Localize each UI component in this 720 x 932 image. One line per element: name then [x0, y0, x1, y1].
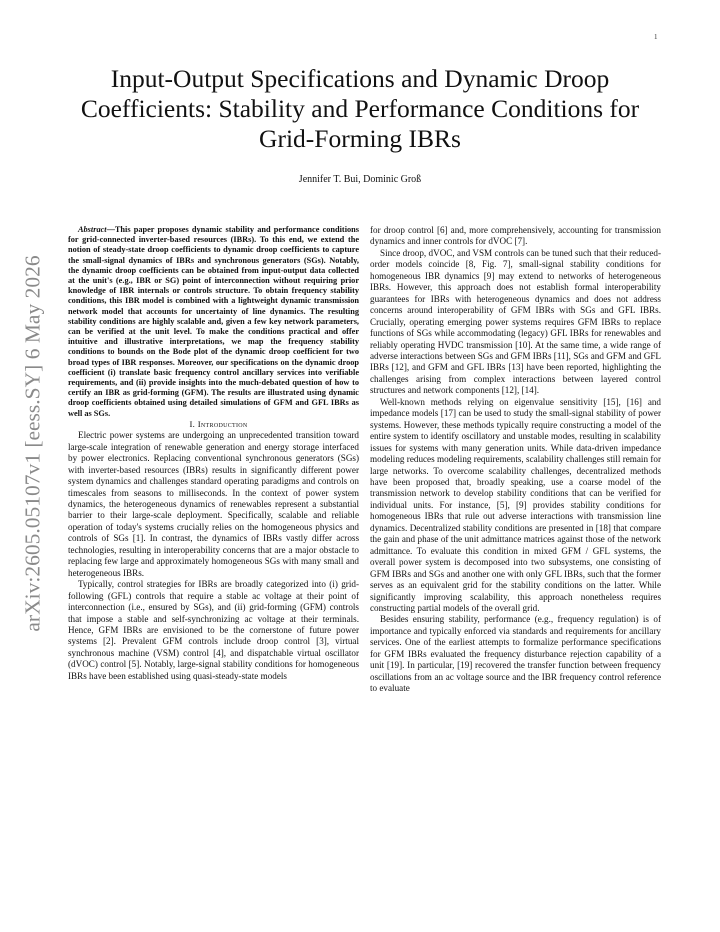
abstract-label: Abstract	[78, 225, 107, 234]
left-column	[68, 225, 359, 682]
paragraph: for droop control [6] and, more comprehensively, accounting for transmission dynamics and inner controls for dVOC [7].	[370, 225, 661, 247]
section-title: Introduction	[197, 418, 248, 429]
paragraph: Besides ensuring stability, performance (e.g., frequency regulation) is of importance and typically enforced via standards and requirements for ancillary services. One of the earliest attempts to formalize performance specifications for GFM IBRs evaluated the frequency disturbance rejection capability of a unit [19]. In particular, [19] recovered the transfer function between frequency oscillations from an ac voltage source and the IBR frequency control reference to evaluate	[370, 614, 661, 694]
abstract	[68, 225, 359, 419]
paragraph: Typically, control strategies for IBRs are broadly categorized into (i) grid-following (GFL) controls that require a stable ac voltage at their point of interconnection (i.e., ensured by SGs), and (ii) grid-forming (GFM) controls that impose a stable and self-synchronizing ac voltage at their terminals. Hence, GFM IBRs are envisioned to be the cornerstone of future power systems [2]. Prevalent GFM controls include droop control [3], virtual synchronous machine (VSM) control [4], and dispatchable virtual oscillator (dVOC) control [5]. Notably, large-signal stability conditions for homogeneous IBRs have been established using quasi-steady-state models	[68, 579, 359, 681]
arxiv-watermark	[12, 228, 54, 658]
section-number: I.	[189, 418, 196, 429]
arxiv-id: arXiv:2605.05107v1 [eess.SY] 6 May 2026	[20, 254, 45, 632]
paragraph: Well-known methods relying on eigenvalue sensitivity [15], [16] and impedance models [17] can be used to study the small-signal stability of power systems. However, these methods typically require constructing a model of the entire system to identify oscillatory and unstable modes, resulting in scalability issues for systems with many generation units. While data-driven impedance modeling reduces modeling requirements, scalability challenges still remain for large networks. To overcome scalability challenges, decentralized methods have been proposed that, broadly speaking, use a coarse model of the transmission network to develop stability conditions that can be verified for individual units. For instance, [5], [9] provides stability conditions for homogeneous IBRs that rule out adverse interactions with transmission line dynamics. Decentralized stability conditions are presented in [18] that compare the gain and phase of the unit admittance matrices against those of the network admittance. To evaluate this condition in mixed GFM / GFL systems, the overall power system is decomposed into two subsystems, one consisting of GFM IBRs and SGs and another one with only GFL IBRs, such that the former serves as an equivalent grid for the stability conditions on the latter. While significantly improving scalability, this approach nonetheless requires constructing partial models of the overall grid.	[370, 396, 661, 613]
paragraph: Since droop, dVOC, and VSM controls can be tuned such that their reduced-order models coincide [8, Fig. 7], small-signal stability conditions for homogeneous IBR dynamics [9] may extend to networks of heterogeneous IBRs. However, this approach does not establish formal interoperability guarantees for IBRs with heterogeneous dynamics and does not address concerns around interoperability of GFM IBRs with SGs and GFL IBRs. Crucially, operating emerging power systems requires GFM IBRs to replace functions of SGs while accommodating (legacy) GFL IBRs for renewables and reliably operating HVDC transmission [10]. At the same time, a wide range of adverse interactions between SGs and GFM IBRs [11], SGs and GFM and GFL IBRs [12], and GFM and GFL IBRs [13] have been reported, highlighting the challenges arising from complex interactions between layered control structures and network components [12], [14].	[370, 247, 661, 396]
paper-authors: Jennifer T. Bui, Dominic Groß	[298, 174, 422, 185]
section-heading	[68, 419, 359, 430]
right-column	[370, 225, 661, 695]
paper-title: Input-Output Specifications and Dynamic Droop Coefficients: Stability and Performance Conditions for Grid-Forming IBRs	[80, 64, 640, 153]
page-number: 1	[654, 33, 658, 41]
paragraph: Electric power systems are undergoing an unprecedented transition toward large-scale integration of renewable generation and energy storage interfaced by power electronics. Replacing conventional synchronous generators (SGs) with inverter-based resources (IBRs) results in significantly different power system dynamics and challenges standard operating paradigms and controls on timescales from seasons to milliseconds. In the context of power system dynamics, the heterogeneous dynamics of renewables represent a substantial barrier to their large-scale deployment. Specifically, scalable and reliable operation of today's systems crucially relies on the homogeneous physics and controls of SGs [1]. In contrast, the dynamics of IBRs vastly differ across technologies, resulting in interoperability concerns that are a major obstacle to replacing few large and approximately homogeneous SGs with many small and heterogeneous IBRs.	[68, 430, 359, 578]
abstract-text: —This paper proposes dynamic stability and performance conditions for grid-connected inverter-based resources (IBRs). To this end, we extend the notion of steady-state droop coefficients to dynamic droop coefficients to capture the small-signal dynamics of IBRs and synchronous generators (SGs). Notably, the dynamic droop coefficients can be obtained from input-output data collected at the unit's (e.g., IBR or SG) point of interconnection without requiring prior knowledge of IBR internals or controls structure. To obtain frequency stability conditions, this IBR model is combined with a lightweight dynamic transmission network model that accounts for uncertainty of line dynamics. The resulting stability conditions are highly scalable and, given a few key network parameters, can be verified at the unit level. To make the conditions practical and offer intuitive and illustrative interpretations, we map the frequency stability conditions to bounds on the Bode plot of the dynamic droop coefficient for two broad types of IBR responses. Moreover, our specifications on the dynamic droop coefficient (i) translate basic frequency control ancillary services into verifiable requirements, and (ii) provide insights into the much-debated question of how to certify an IBR as grid-forming (GFM). The results are illustrated using dynamic droop coefficients obtained using detailed simulations of GFM and GFL IBRs as well as SGs.	[68, 225, 359, 418]
